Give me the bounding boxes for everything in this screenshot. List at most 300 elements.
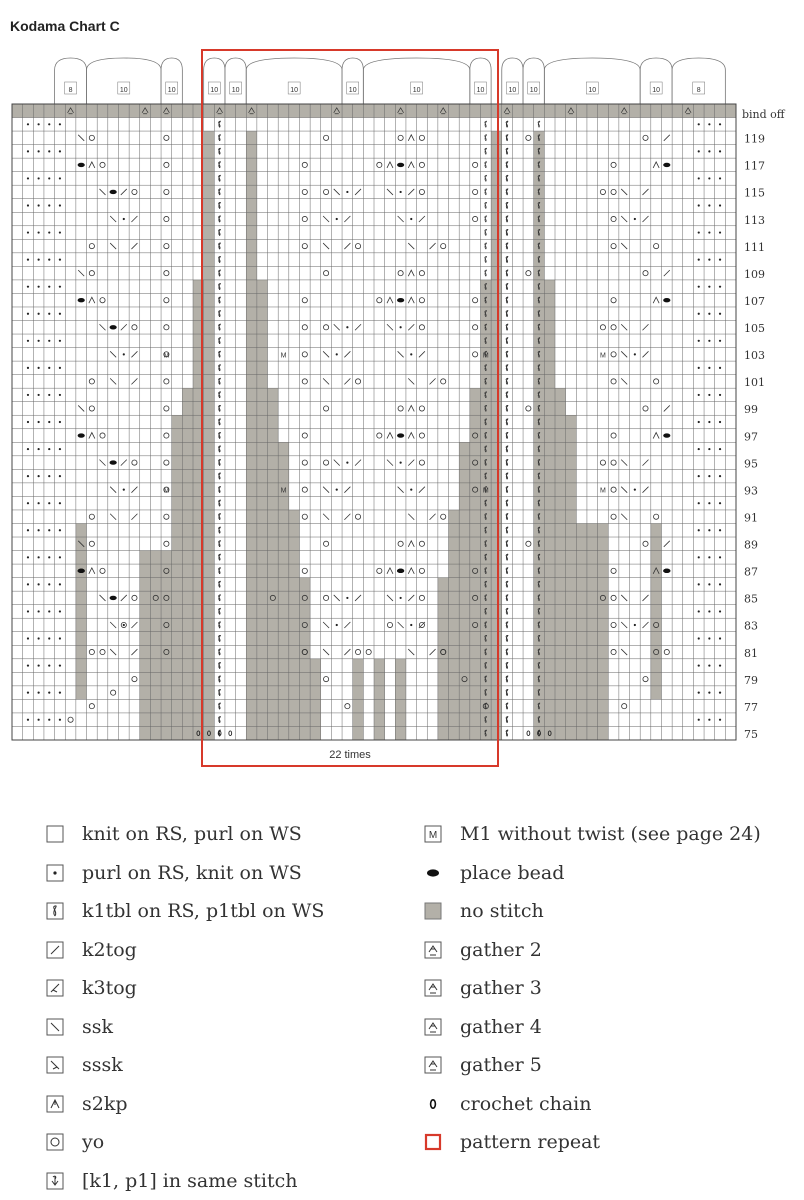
yo-symbol xyxy=(398,541,403,546)
bead-symbol xyxy=(110,460,117,464)
k2tog-symbol xyxy=(355,324,361,330)
bead-symbol xyxy=(110,190,117,194)
purl-symbol xyxy=(698,367,700,369)
purl-symbol xyxy=(48,556,50,558)
purl-symbol xyxy=(48,475,50,477)
k1tbl-symbol xyxy=(219,622,221,628)
k3tog-icon xyxy=(46,979,64,997)
k1tbl-symbol xyxy=(506,229,508,235)
ssk-symbol xyxy=(78,135,84,141)
k1tbl-symbol xyxy=(219,270,221,276)
gather-arches xyxy=(55,58,726,104)
ssk-symbol xyxy=(621,649,627,655)
purl-symbol xyxy=(59,475,61,477)
purl-symbol xyxy=(719,231,721,233)
yo-symbol xyxy=(600,460,605,465)
yo-symbol xyxy=(611,622,616,627)
ssk-symbol xyxy=(621,487,627,493)
purl-symbol xyxy=(38,150,40,152)
yo-symbol xyxy=(164,162,169,167)
bead-symbol xyxy=(78,298,85,302)
purl-symbol xyxy=(27,313,29,315)
ssk-symbol xyxy=(110,243,116,249)
purl-symbol xyxy=(123,489,125,491)
gather-icon xyxy=(424,979,442,997)
yo-symbol xyxy=(419,189,424,194)
yo-symbol xyxy=(68,717,73,722)
k1tbl-symbol xyxy=(506,473,508,479)
legend-right-column xyxy=(424,815,761,1162)
purl-symbol xyxy=(698,448,700,450)
purl-symbol xyxy=(410,489,412,491)
yo-symbol xyxy=(387,622,392,627)
ssk-symbol xyxy=(408,514,414,520)
s2kp-icon xyxy=(46,1095,64,1113)
ssk-symbol xyxy=(110,351,116,357)
purl-symbol xyxy=(59,637,61,639)
purl-symbol xyxy=(38,367,40,369)
k2tog-symbol xyxy=(355,595,361,601)
gather-count-label: 10 xyxy=(588,87,597,94)
yo-symbol xyxy=(323,325,328,330)
purl-symbol xyxy=(48,583,50,585)
ssk-symbol xyxy=(323,514,329,520)
k1tbl-symbol xyxy=(506,392,508,398)
gather-arch xyxy=(342,58,363,104)
k2tog-symbol xyxy=(121,595,127,601)
k1tbl-symbol xyxy=(506,189,508,195)
yo-symbol xyxy=(611,568,616,573)
purl-symbol xyxy=(719,123,721,125)
yo-symbol xyxy=(132,460,137,465)
yo-symbol xyxy=(164,514,169,519)
legend-item-bead xyxy=(424,854,761,893)
ssk-symbol xyxy=(100,324,106,330)
purl-symbol xyxy=(38,664,40,666)
yo-symbol xyxy=(419,162,424,167)
purl-symbol xyxy=(48,204,50,206)
yo-symbol xyxy=(600,189,605,194)
m1-icon xyxy=(424,825,442,843)
purl-symbol xyxy=(698,421,700,423)
k1tbl-symbol xyxy=(506,527,508,533)
legend-label: gather 5 xyxy=(460,1054,542,1077)
ssk-symbol xyxy=(334,595,340,601)
purl-symbol xyxy=(719,692,721,694)
yo-symbol xyxy=(611,189,616,194)
k2tog-symbol xyxy=(419,351,425,357)
bead-symbol xyxy=(397,569,404,573)
s2kp-symbol xyxy=(89,297,95,303)
yo-symbol xyxy=(89,379,94,384)
k1tbl-symbol xyxy=(506,541,508,547)
row-number-label: 77 xyxy=(744,700,758,714)
purl-symbol xyxy=(698,556,700,558)
k1tbl-symbol xyxy=(219,689,221,695)
k2tog-symbol xyxy=(643,216,649,222)
purl-symbol xyxy=(48,529,50,531)
k1tbl-symbol xyxy=(485,216,487,222)
yo-symbol xyxy=(473,352,478,357)
k1tbl-symbol xyxy=(506,689,508,695)
purl-symbol xyxy=(48,259,50,261)
ssk-symbol xyxy=(621,514,627,520)
purl-symbol xyxy=(346,461,348,463)
ssk-symbol xyxy=(110,622,116,628)
yo-symbol xyxy=(132,325,137,330)
purl-symbol xyxy=(698,340,700,342)
yo-symbol xyxy=(302,379,307,384)
k2tog-symbol xyxy=(643,622,649,628)
purl-symbol xyxy=(400,597,402,599)
gather-arch xyxy=(672,58,725,104)
purl-symbol xyxy=(38,529,40,531)
purl-symbol xyxy=(719,367,721,369)
purl-symbol xyxy=(336,218,338,220)
k1tbl-symbol xyxy=(219,459,221,465)
k1tbl-symbol xyxy=(506,419,508,425)
purl-symbol xyxy=(48,637,50,639)
ssk-symbol xyxy=(408,378,414,384)
purl-symbol xyxy=(48,692,50,694)
gather-count-label: 10 xyxy=(476,87,485,94)
purl-symbol xyxy=(719,610,721,612)
purl-symbol xyxy=(48,367,50,369)
legend-item-purl xyxy=(46,854,324,893)
bead-symbol xyxy=(663,298,670,302)
k1tbl-symbol xyxy=(485,148,487,154)
k1tbl-symbol xyxy=(219,608,221,614)
k1p1-icon xyxy=(46,1172,64,1190)
purl-symbol xyxy=(698,123,700,125)
yo-symbol xyxy=(323,135,328,140)
k1tbl-symbol xyxy=(219,283,221,289)
purl-symbol xyxy=(634,218,636,220)
m1-symbol xyxy=(600,488,606,495)
yo-symbol xyxy=(164,379,169,384)
k1tbl-symbol xyxy=(506,446,508,452)
purl-symbol xyxy=(698,583,700,585)
k1tbl-symbol xyxy=(485,189,487,195)
purl-symbol xyxy=(59,556,61,558)
k2tog-symbol xyxy=(131,378,137,384)
k2tog-symbol xyxy=(430,649,436,655)
row-number-label: 79 xyxy=(744,673,758,687)
bind-off-label: bind off xyxy=(742,108,785,121)
svg-text:M: M xyxy=(280,352,287,360)
purl-symbol xyxy=(48,150,50,152)
ssk-symbol xyxy=(408,243,414,249)
purl-symbol xyxy=(38,448,40,450)
k1tbl-symbol xyxy=(219,148,221,154)
k1tbl-symbol xyxy=(506,622,508,628)
bead-symbol xyxy=(397,433,404,437)
yo-symbol xyxy=(100,433,105,438)
purl-symbol xyxy=(708,610,710,612)
yo-symbol xyxy=(654,514,659,519)
yo-symbol xyxy=(132,677,137,682)
legend-item-chain xyxy=(424,1085,761,1124)
k1tbl-symbol xyxy=(219,162,221,168)
knit-icon xyxy=(46,825,64,843)
purl-symbol xyxy=(59,313,61,315)
k2tog-symbol xyxy=(131,243,137,249)
k1tbl-symbol xyxy=(219,446,221,452)
purl-symbol xyxy=(59,286,61,288)
k2tog-symbol xyxy=(643,324,649,330)
purl-symbol xyxy=(708,259,710,261)
k1tbl-symbol xyxy=(219,392,221,398)
k2tog-icon xyxy=(46,941,64,959)
k2tog-symbol xyxy=(131,216,137,222)
yo-symbol xyxy=(526,406,531,411)
k1tbl-symbol xyxy=(506,351,508,357)
gather-count-label: 10 xyxy=(529,87,538,94)
yo-symbol xyxy=(100,568,105,573)
svg-text:M: M xyxy=(482,352,489,360)
ssk-symbol xyxy=(621,595,627,601)
purl-symbol xyxy=(48,123,50,125)
k2tog-symbol xyxy=(643,351,649,357)
purl-symbol xyxy=(346,191,348,193)
ssk-symbol xyxy=(100,460,106,466)
legend-item-m1 xyxy=(424,815,761,854)
row-number-label: 119 xyxy=(744,132,765,146)
repeat-count-label: 22 times xyxy=(329,749,371,761)
yo-symbol xyxy=(164,216,169,221)
k1tbl-symbol xyxy=(219,432,221,438)
k1tbl-symbol xyxy=(219,662,221,668)
gather-count-label: 10 xyxy=(210,87,219,94)
purl-symbol xyxy=(59,529,61,531)
no-stitch-block xyxy=(76,523,87,699)
purl-symbol xyxy=(38,475,40,477)
legend-item-gather xyxy=(424,931,761,970)
yo-symbol xyxy=(419,541,424,546)
k1tbl-symbol xyxy=(485,202,487,208)
bead-symbol xyxy=(663,433,670,437)
k1tbl-symbol xyxy=(219,717,221,723)
k1tbl-symbol xyxy=(506,365,508,371)
yo-symbol xyxy=(164,406,169,411)
k2tog-symbol xyxy=(131,622,137,628)
k2tog-symbol xyxy=(121,189,127,195)
purl-symbol xyxy=(38,204,40,206)
row-number-label: 109 xyxy=(744,267,765,281)
yo-symbol xyxy=(419,595,424,600)
k1tbl-symbol xyxy=(506,730,508,736)
purl-symbol xyxy=(38,502,40,504)
yo-symbol xyxy=(302,298,307,303)
yo-symbol xyxy=(611,379,616,384)
purl-symbol xyxy=(27,177,29,179)
svg-text:M: M xyxy=(599,487,606,495)
k1tbl-symbol xyxy=(219,527,221,533)
k1tbl-symbol xyxy=(538,121,540,127)
purl-symbol xyxy=(708,719,710,721)
yo-symbol xyxy=(302,162,307,167)
legend-label: gather 4 xyxy=(460,1015,542,1038)
bead-symbol xyxy=(397,298,404,302)
k2tog-symbol xyxy=(121,460,127,466)
purl-symbol xyxy=(698,286,700,288)
purl-symbol xyxy=(27,692,29,694)
yo-symbol xyxy=(302,216,307,221)
s2kp-symbol xyxy=(408,162,414,168)
purl-symbol xyxy=(38,421,40,423)
legend-label: s2kp xyxy=(82,1092,128,1115)
ssk-symbol xyxy=(398,351,404,357)
yo-symbol xyxy=(132,595,137,600)
purl-icon xyxy=(46,864,64,882)
gather-arch xyxy=(87,58,162,104)
yo-symbol xyxy=(654,379,659,384)
ssk-symbol xyxy=(334,460,340,466)
yo-symbol xyxy=(473,162,478,167)
k2tog-symbol xyxy=(131,487,137,493)
ssk-symbol xyxy=(323,622,329,628)
gather-arch xyxy=(544,58,640,104)
chart-grid xyxy=(12,104,736,740)
purl-symbol xyxy=(27,340,29,342)
gather-arch xyxy=(161,58,182,104)
yo-symbol xyxy=(323,460,328,465)
chain-symbol xyxy=(229,731,232,736)
purl-symbol xyxy=(346,326,348,328)
row-number-label: 91 xyxy=(744,511,758,525)
bead-symbol xyxy=(78,163,85,167)
purl-symbol xyxy=(708,583,710,585)
purl-symbol xyxy=(38,637,40,639)
purl-symbol xyxy=(27,421,29,423)
yo-symbol xyxy=(164,298,169,303)
k1tbl-symbol xyxy=(506,202,508,208)
k2tog-symbol xyxy=(430,378,436,384)
yo-symbol xyxy=(355,379,360,384)
k1tbl-symbol xyxy=(506,703,508,709)
no-stitch-block xyxy=(491,131,502,740)
legend-label: no stitch xyxy=(460,900,544,923)
ssk-symbol xyxy=(387,595,393,601)
m1-symbol xyxy=(163,488,169,495)
k1tbl-symbol xyxy=(219,216,221,222)
gather-count-label: 10 xyxy=(348,87,357,94)
yo-symbol xyxy=(441,514,446,519)
m1-symbol xyxy=(163,352,169,359)
gather-icon xyxy=(424,1018,442,1036)
purl-symbol xyxy=(38,259,40,261)
gather-count-label: 10 xyxy=(167,87,176,94)
k1tbl-symbol xyxy=(506,514,508,520)
yo-symbol xyxy=(664,649,669,654)
s2kp-symbol xyxy=(89,568,95,574)
bead-symbol xyxy=(78,569,85,573)
yo-symbol xyxy=(611,649,616,654)
purl-symbol xyxy=(708,313,710,315)
yo-symbol xyxy=(323,406,328,411)
row-number-label: 85 xyxy=(744,592,758,606)
purl-symbol xyxy=(27,475,29,477)
no-stitch-block xyxy=(651,523,662,699)
yo-symbol xyxy=(366,649,371,654)
purl-symbol xyxy=(719,502,721,504)
purl-symbol xyxy=(708,286,710,288)
yo-symbol xyxy=(164,135,169,140)
purl-symbol xyxy=(698,719,700,721)
k2tog-symbol xyxy=(344,514,350,520)
legend-label: purl on RS, knit on WS xyxy=(82,861,302,884)
s2kp-symbol xyxy=(653,297,659,303)
legend-label: ssk xyxy=(82,1015,114,1038)
k1tbl-symbol xyxy=(506,649,508,655)
s2kp-symbol xyxy=(408,568,414,574)
k2tog-symbol xyxy=(408,460,414,466)
ssk-symbol xyxy=(110,487,116,493)
purl-symbol xyxy=(719,421,721,423)
k1tbl-symbol xyxy=(219,500,221,506)
gather-arch xyxy=(204,58,225,104)
legend-label: k3tog xyxy=(82,977,137,1000)
gather-arch xyxy=(523,58,544,104)
k1tbl-symbol xyxy=(219,541,221,547)
svg-text:M: M xyxy=(163,352,170,360)
yo-symbol xyxy=(419,406,424,411)
legend-item-knit xyxy=(46,815,324,854)
purl-symbol xyxy=(27,448,29,450)
purl-symbol xyxy=(719,556,721,558)
purl-symbol xyxy=(708,231,710,233)
purl-symbol xyxy=(59,204,61,206)
ssk-symbol xyxy=(334,189,340,195)
legend-label: k2tog xyxy=(82,938,137,961)
ssk-symbol xyxy=(398,622,404,628)
legend-label: place bead xyxy=(460,861,565,884)
purl-symbol xyxy=(708,502,710,504)
row-number-label: 93 xyxy=(744,484,758,498)
gather-count-label: 10 xyxy=(508,87,517,94)
purl-symbol xyxy=(698,394,700,396)
k1tbl-symbol xyxy=(219,554,221,560)
s2kp-symbol xyxy=(408,297,414,303)
yo-symbol xyxy=(611,162,616,167)
legend-item-gather xyxy=(424,1046,761,1085)
ssk-symbol xyxy=(621,351,627,357)
legend-item-gather xyxy=(424,1008,761,1047)
purl-symbol xyxy=(27,556,29,558)
m1-symbol xyxy=(483,488,489,495)
k2tog-symbol xyxy=(419,216,425,222)
purl-symbol xyxy=(48,610,50,612)
yo-symbol xyxy=(100,162,105,167)
k2tog-symbol xyxy=(664,405,670,411)
nostitch-icon xyxy=(424,902,442,920)
yo-symbol xyxy=(355,243,360,248)
yo-symbol xyxy=(473,189,478,194)
ssk-symbol xyxy=(621,378,627,384)
k1tbl-symbol xyxy=(219,365,221,371)
m1-symbol xyxy=(281,488,287,495)
yo-symbol xyxy=(355,514,360,519)
ssk-symbol xyxy=(387,460,393,466)
yo-symbol xyxy=(611,325,616,330)
k1tbl-symbol xyxy=(219,189,221,195)
purl-symbol xyxy=(708,475,710,477)
yo-symbol xyxy=(473,325,478,330)
purl-symbol xyxy=(38,313,40,315)
purl-symbol xyxy=(698,259,700,261)
ssk-symbol xyxy=(621,243,627,249)
s2kp-symbol xyxy=(387,297,393,303)
